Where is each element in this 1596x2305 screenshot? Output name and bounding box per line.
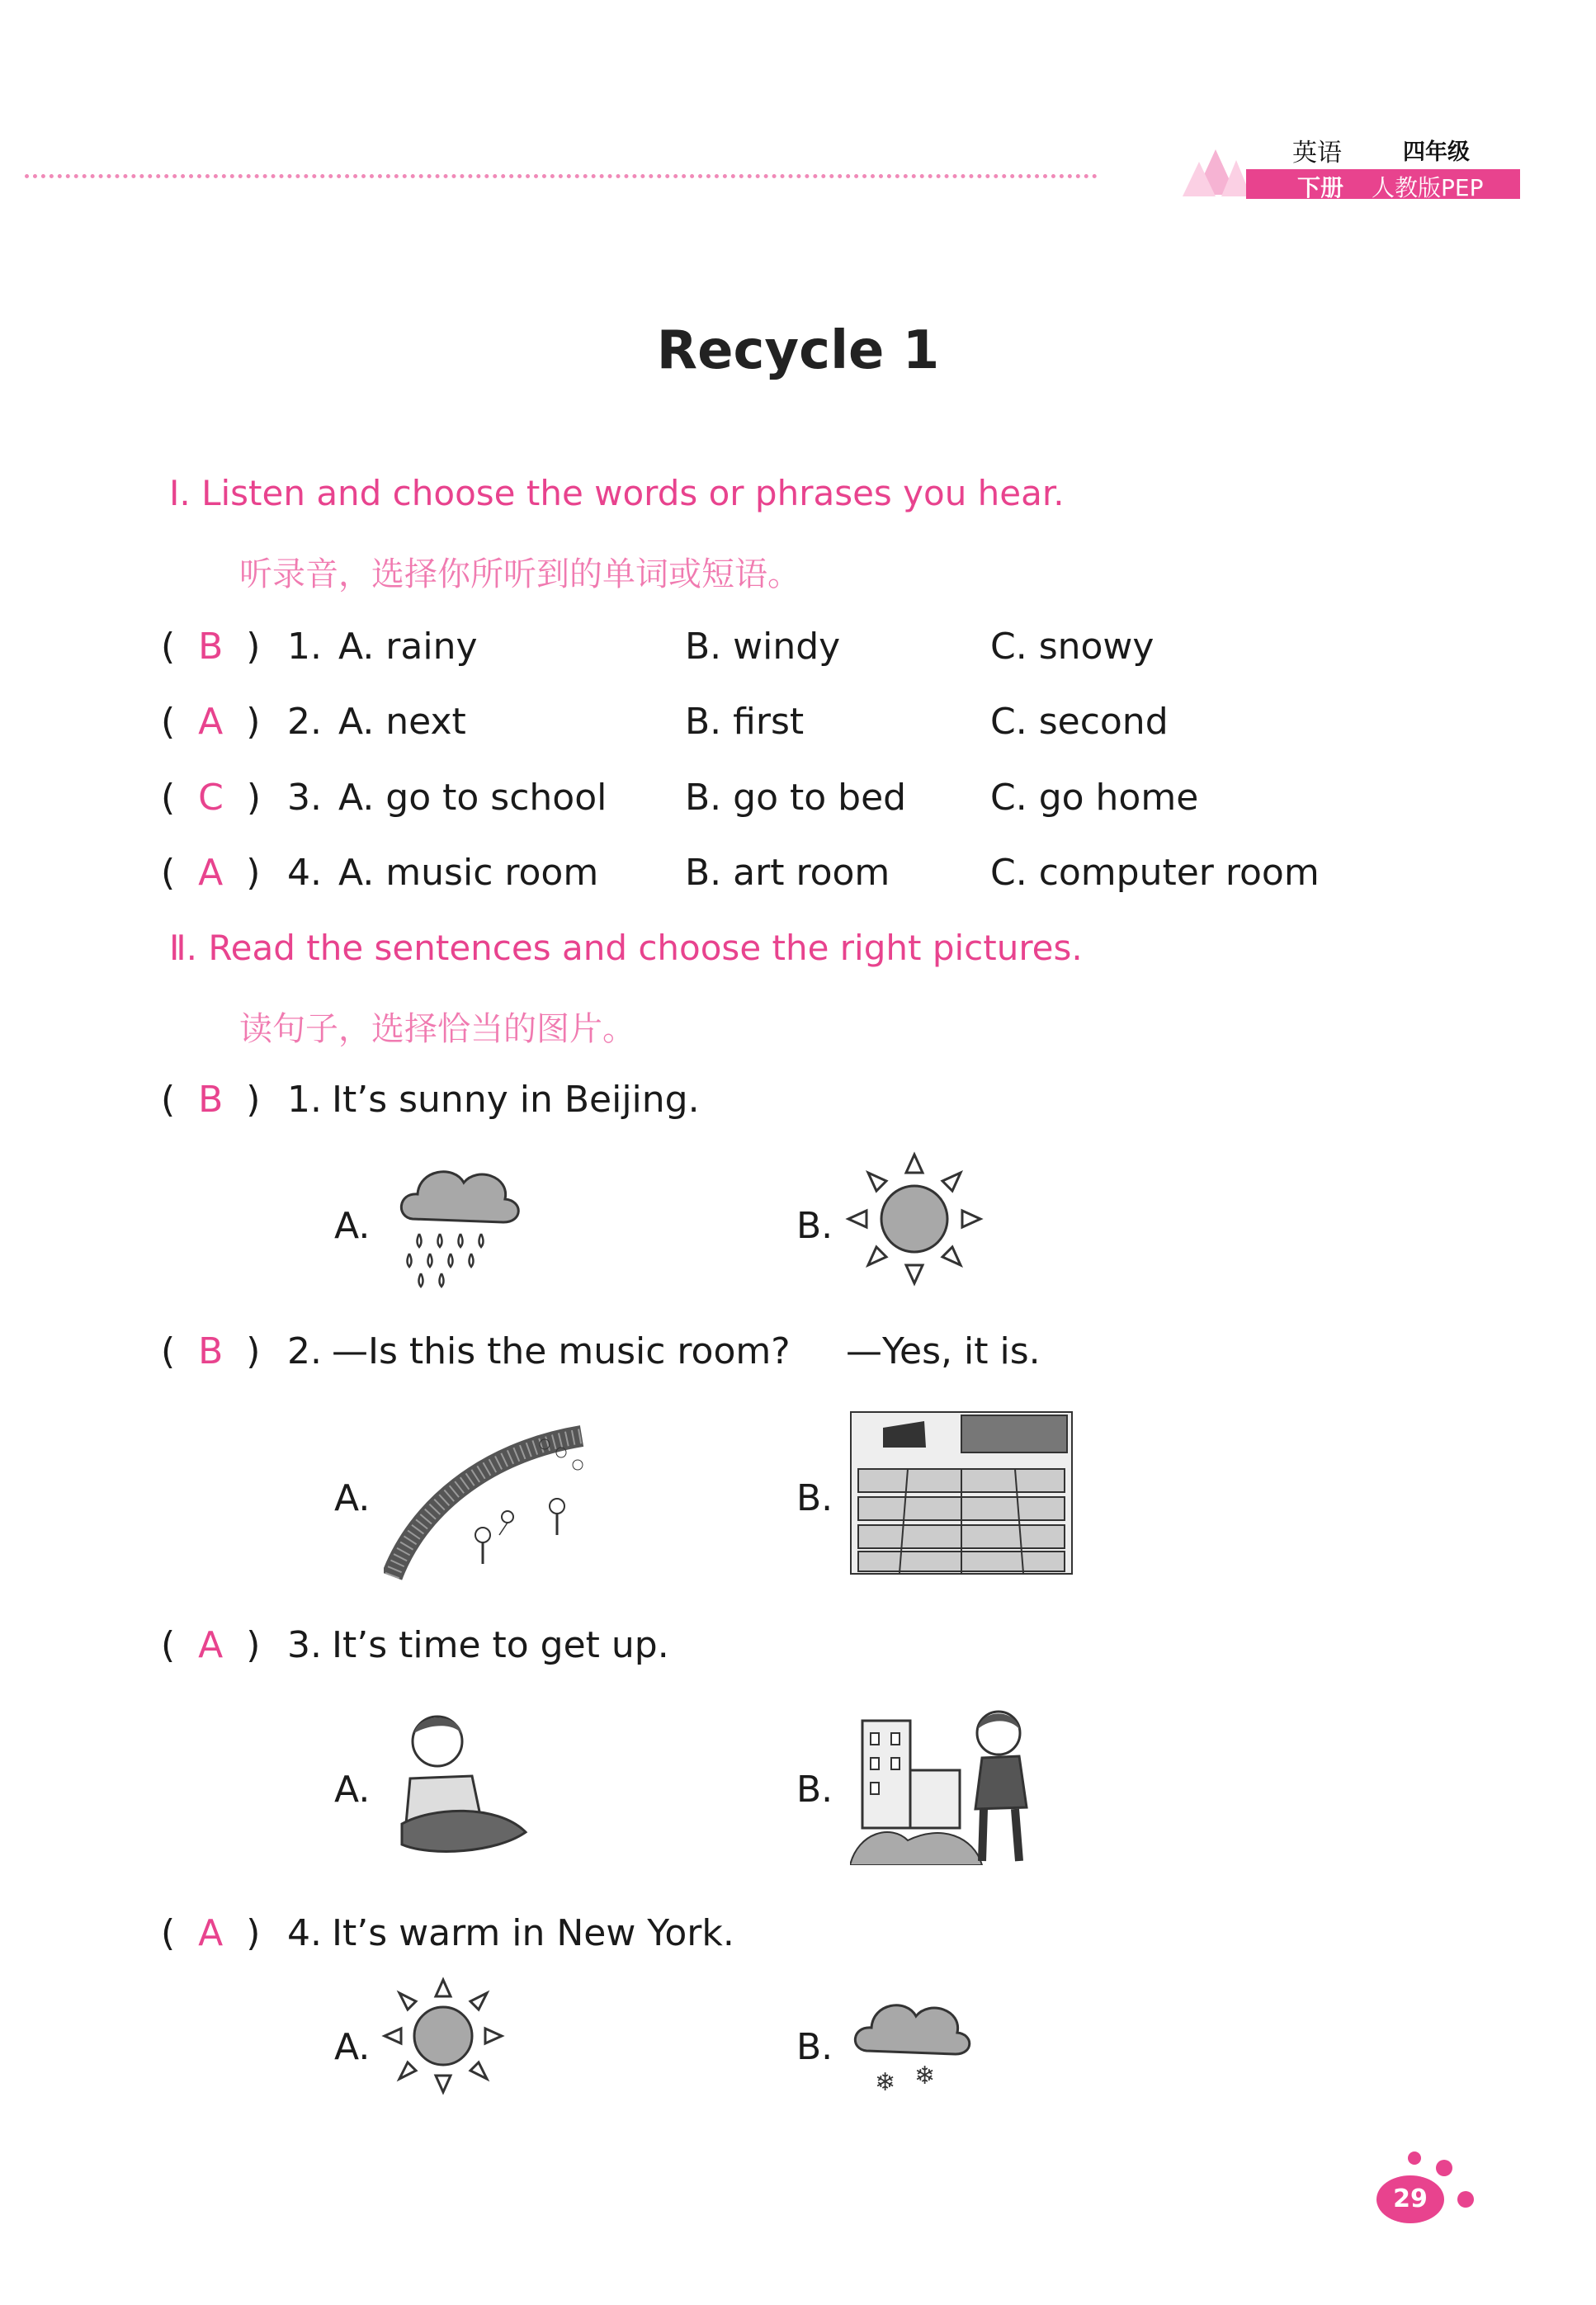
option-c: C. second	[990, 701, 1169, 743]
option-a-label: A.	[334, 2026, 371, 2068]
option-c: C. snowy	[990, 626, 1155, 668]
snow-cloud-icon	[848, 1985, 972, 2096]
svg-text:❄: ❄	[875, 2068, 896, 2096]
page-number: 29	[1376, 2175, 1444, 2223]
item-number: 3.	[287, 1624, 322, 1666]
answer-value: A	[198, 852, 224, 894]
section2-instruction-cn: 读句子，选择恰当的图片。	[239, 1010, 635, 1048]
answer-value: A	[198, 701, 224, 743]
section2-instruction-text: . Read the sentences and choose the right pictures.	[186, 928, 1083, 968]
option-b: B. art room	[685, 852, 890, 894]
option-b: B. windy	[685, 626, 841, 668]
item-number: 1.	[287, 1079, 322, 1121]
option-a: A. go to school	[338, 777, 607, 819]
option-a: A. next	[338, 701, 466, 743]
answer-paren: ( A )	[161, 852, 261, 894]
answer-paren: ( B )	[161, 1079, 261, 1121]
option-a-label: A.	[334, 1769, 371, 1811]
header-grade: 四年级	[1403, 139, 1470, 165]
item-number: 4.	[287, 1912, 322, 1954]
sun-icon	[843, 1151, 984, 1287]
item-number: 1.	[287, 626, 322, 668]
playground-picture	[384, 1419, 590, 1585]
item-number: 2.	[287, 701, 322, 743]
answer-paren: ( C )	[161, 777, 262, 819]
answer-value: B	[198, 1330, 224, 1372]
header-bar	[1246, 169, 1520, 199]
section2-instruction	[169, 928, 1083, 968]
answer-paren: ( A )	[161, 701, 261, 743]
section1-instruction	[169, 473, 1065, 513]
item-sentence: —Is this the music room?	[332, 1330, 791, 1372]
sun-icon	[381, 1977, 505, 2096]
option-c: C. go home	[990, 777, 1199, 819]
option-c: C. computer room	[990, 852, 1320, 894]
rain-cloud-icon	[394, 1151, 526, 1296]
section1-numeral: Ⅰ	[169, 473, 180, 513]
header-volume: 下册	[1297, 174, 1344, 201]
answer-paren: ( B )	[161, 1330, 261, 1372]
option-a: A. music room	[338, 852, 599, 894]
tree-decoration-icon	[1178, 145, 1253, 203]
section1-instruction-text: . Listen and choose the words or phrases you hear.	[179, 473, 1065, 513]
section2-numeral: Ⅱ	[169, 928, 187, 968]
option-b-label: B.	[796, 1477, 833, 1519]
option-b: B. go to bed	[685, 777, 907, 819]
answer-value: C	[198, 777, 224, 819]
answer-value: B	[198, 1079, 224, 1121]
option-a-label: A.	[334, 1477, 371, 1519]
item-sentence: It’s sunny in Beijing.	[332, 1079, 700, 1121]
answer-paren: ( B )	[161, 626, 261, 668]
header-dotted-rule	[25, 174, 1098, 178]
option-b-label: B.	[796, 1769, 833, 1811]
item-reply: —Yes, it is.	[846, 1330, 1041, 1372]
item-sentence: It’s warm in New York.	[332, 1912, 734, 1954]
option-b-label: B.	[796, 2026, 833, 2068]
item-number: 4.	[287, 852, 322, 894]
answer-value: B	[198, 626, 224, 668]
item-number: 2.	[287, 1330, 322, 1372]
option-a: A. rainy	[338, 626, 478, 668]
header-subject: 英语	[1292, 139, 1342, 168]
option-b-label: B.	[796, 1205, 833, 1247]
answer-value: A	[198, 1624, 224, 1666]
option-a-label: A.	[334, 1205, 371, 1247]
page-title: Recycle 1	[656, 320, 940, 381]
svg-text:❄: ❄	[914, 2062, 936, 2090]
boy-going-to-school-picture	[850, 1700, 1048, 1865]
option-b: B. first	[685, 701, 805, 743]
answer-value: A	[198, 1912, 224, 1954]
answer-paren: ( A )	[161, 1624, 261, 1666]
boy-waking-up-picture	[381, 1700, 530, 1861]
section1-instruction-cn: 听录音，选择你所听到的单词或短语。	[239, 555, 800, 593]
item-sentence: It’s time to get up.	[332, 1624, 669, 1666]
header-edition: 人教版PEP	[1372, 174, 1484, 201]
answer-paren: ( A )	[161, 1912, 261, 1954]
item-number: 3.	[287, 777, 322, 819]
music-room-picture	[850, 1411, 1073, 1575]
